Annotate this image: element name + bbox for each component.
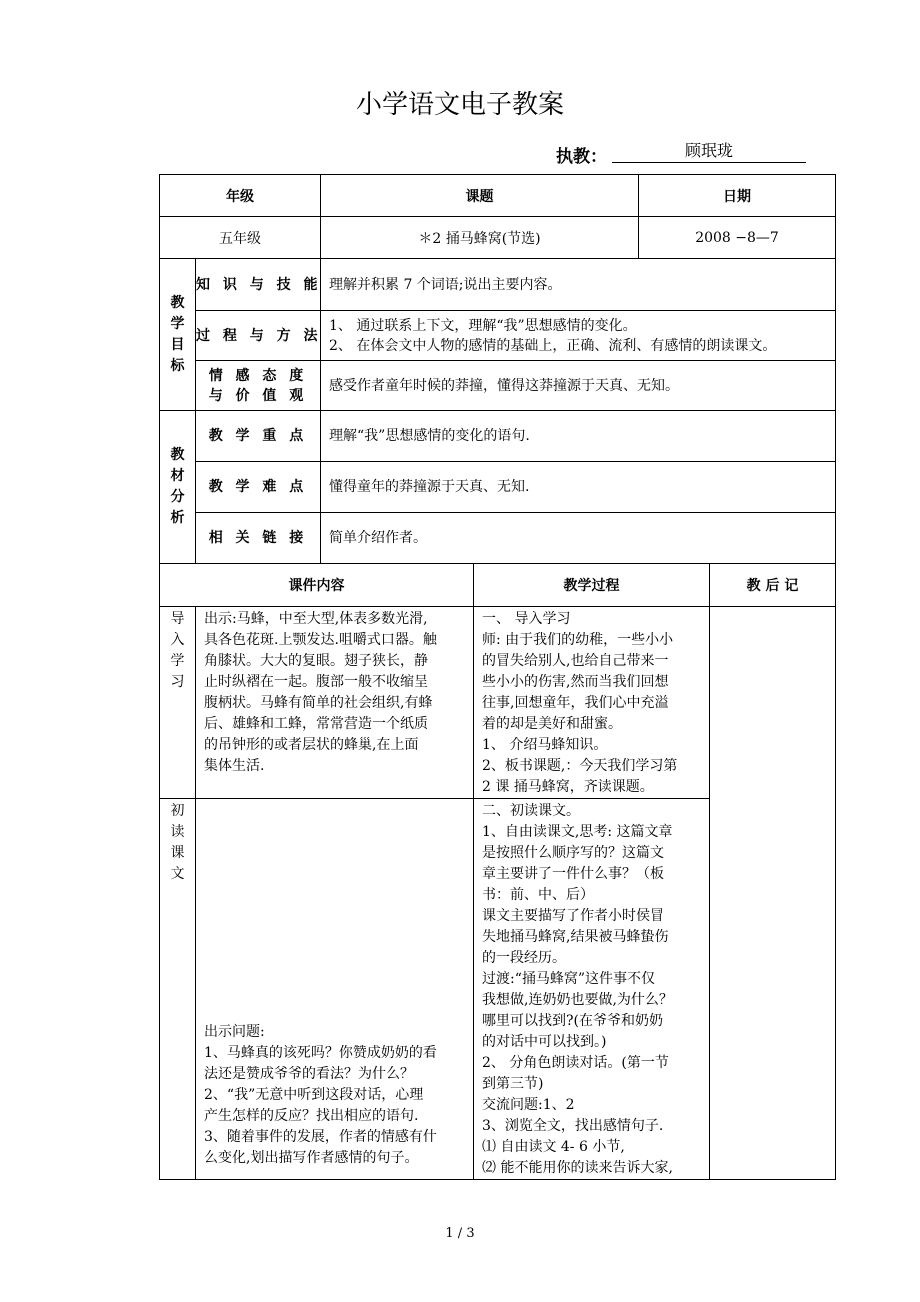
- section-label-char: 习: [170, 674, 185, 690]
- text-line: 的吊钟形的或者层状的蜂巢,在上面: [204, 737, 419, 753]
- text-line: ⑵ 能不能用你的读来告诉大家,: [482, 1160, 673, 1176]
- analysis-group-label: [160, 411, 196, 564]
- text-line: 书：前、中、后）: [482, 887, 594, 903]
- analysis-text-focus: 理解“我”思想感情的变化的语句.: [321, 411, 836, 462]
- text-line: 的冒失给别人,也给自己带来一: [482, 653, 669, 669]
- section-label-char: 文: [170, 866, 185, 882]
- section-label-char: 读: [170, 824, 185, 840]
- text-line: 法还是赞成爷爷的看法？为什么？: [204, 1066, 414, 1082]
- header-date: 日期: [639, 175, 836, 217]
- analysis-label-difficulty: 教 学 难 点: [196, 462, 321, 513]
- text-line: 2 课 捅马蜂窝，齐读课题。: [482, 779, 654, 795]
- text-line: 止时纵褶在一起。腹部一般不收缩呈: [204, 674, 428, 690]
- section-content: [196, 799, 474, 1180]
- text-line: 过渡:“捅马蜂窝”这件事不仅: [482, 971, 656, 987]
- text-line: 2、板书课题,：今天我们学习第: [482, 758, 678, 774]
- goal-label-text: 情 感 态 度: [208, 367, 308, 384]
- goal-label-text: 过 程 与 方 法: [196, 327, 322, 344]
- text-line: 产生怎样的反应？找出相应的语句.: [204, 1108, 419, 1124]
- page-title: 小学语文电子教案: [355, 90, 564, 120]
- text-line: 出示问题:: [204, 1024, 265, 1040]
- section-content: [196, 607, 474, 799]
- goal-label-emotion: [196, 361, 321, 411]
- section-label-char: 课: [170, 845, 185, 861]
- header-table: [159, 174, 836, 259]
- text-line: 课文主要描写了作者小时侯冒: [482, 908, 664, 924]
- section-label-char: 导: [170, 611, 185, 627]
- goals-table: [159, 258, 836, 564]
- text-line: 些小小的伤害,然而当我们回想: [482, 674, 669, 690]
- grade-value: 五年级: [160, 217, 321, 259]
- text-line: 后、雄蜂和工蜂，常常营造一个纸质: [204, 716, 428, 732]
- teacher-name: 顾珉珑: [612, 142, 806, 163]
- analysis-group-char: 材: [170, 468, 185, 484]
- text-line: 出示:马蜂，中至大型,体表多数光滑,: [204, 611, 428, 627]
- analysis-group-char: 教: [170, 447, 185, 463]
- text-line: 3、随着事件的发展，作者的情感有什: [204, 1129, 437, 1145]
- goal-text-process: [321, 311, 836, 361]
- text-line: 的一段经历。: [482, 950, 566, 966]
- text-line: 二、初读课文。: [482, 803, 580, 819]
- text-line: 么变化,划出描写作者感情的句子。: [204, 1150, 419, 1166]
- analysis-group-char: 分: [170, 489, 185, 505]
- goal-text-knowledge: [321, 259, 836, 311]
- goals-group-char: 学: [170, 315, 185, 332]
- header-grade: 年级: [160, 175, 321, 217]
- text-line: 我想做,连奶奶也要做,为什么？: [482, 992, 673, 1008]
- text-line: 哪里可以找到?(在爷爷和奶奶: [482, 1013, 663, 1029]
- text-line: 2、“我”无意中听到这段对话，心理: [204, 1087, 424, 1103]
- process-table: [159, 563, 836, 1180]
- text-line: 是按照什么顺序写的？这篇文: [482, 845, 664, 861]
- goal-label-text: 知 识 与 技 能: [196, 276, 322, 293]
- goals-group-char: 教: [170, 294, 185, 311]
- text-line: 到第三节): [482, 1076, 544, 1092]
- goal-label-text: 与 价 值 观: [208, 387, 308, 404]
- text-line: 2、 分角色朗读对话。(第一节: [482, 1055, 669, 1071]
- header-topic: 课题: [321, 175, 639, 217]
- topic-value: ＊2 捅马蜂窝(节选): [321, 217, 639, 259]
- analysis-label-links: 相 关 链 接: [196, 513, 321, 564]
- text-line: 一、 导入学习: [482, 611, 571, 627]
- goals-group-char: 标: [170, 357, 185, 374]
- goal-line: 理解并积累 7 个词语;说出主要内容。: [329, 276, 562, 293]
- section-label-char: 学: [170, 653, 185, 669]
- section-label-char: 初: [170, 803, 185, 819]
- text-line: 1、马蜂真的该死吗？你赞成奶奶的看: [204, 1045, 437, 1061]
- header-process: 教学过程: [474, 564, 710, 607]
- section-label-intro: [160, 607, 196, 799]
- section-row: [160, 607, 836, 799]
- analysis-group-char: 析: [170, 510, 185, 526]
- analysis-text-difficulty: 懂得童年的莽撞源于天真、无知.: [321, 462, 836, 513]
- notes-cell: [710, 607, 836, 1180]
- goal-label-process: [196, 311, 321, 361]
- date-value: 2008 −8—7: [639, 217, 836, 259]
- section-label-char: 入: [170, 632, 185, 648]
- text-line: 师: 由于我们的幼稚，一些小小: [482, 632, 674, 648]
- goal-text-emotion: [321, 361, 836, 411]
- text-line: 交流问题:1、2: [482, 1097, 575, 1113]
- text-line: 着的却是美好和甜蜜。: [482, 716, 622, 732]
- section-process: [474, 607, 710, 799]
- text-line: 的对话中可以找到。): [482, 1034, 607, 1050]
- goals-group-label: [160, 259, 196, 411]
- text-line: 腹柄状。马蜂有简单的社会组织,有蜂: [204, 695, 433, 711]
- text-line: 具各色花斑.上颚发达.咀嚼式口器。触: [204, 632, 437, 648]
- text-line: 失地捅马蜂窝,结果被马蜂蛰伤: [482, 929, 669, 945]
- analysis-text-links: 简单介绍作者。: [321, 513, 836, 564]
- goal-line: 2、 在体会文中人物的感情的基础上，正确、流利、有感情的朗读课文。: [329, 337, 777, 354]
- goals-group-char: 目: [170, 336, 185, 353]
- analysis-label-focus: 教 学 重 点: [196, 411, 321, 462]
- section-process: [474, 799, 710, 1180]
- page-number: 1 / 3: [445, 1226, 475, 1241]
- text-line: 3、浏览全文，找出感情句子.: [482, 1118, 664, 1134]
- teacher-label: 执教：: [556, 147, 607, 167]
- goal-label-knowledge: [196, 259, 321, 311]
- text-line: 章主要讲了一件什么事？（板: [482, 866, 664, 882]
- header-content: 课件内容: [160, 564, 474, 607]
- text-line: ⑴ 自由读文 4- 6 小节,: [482, 1139, 625, 1155]
- text-line: 1、自由读课文,思考: 这篇文章: [482, 824, 673, 840]
- text-line: 1、 介绍马蜂知识。: [482, 737, 608, 753]
- section-label-firstread: [160, 799, 196, 1180]
- text-line: 集体生活.: [204, 758, 265, 774]
- goal-line: 感受作者童年时候的莽撞，懂得这莽撞源于天真、无知。: [329, 377, 679, 394]
- text-line: 角膝状。大大的复眼。翅子狭长，静: [204, 653, 428, 669]
- text-line: 往事,回想童年，我们心中充溢: [482, 695, 669, 711]
- goal-line: 1、 通过联系上下文，理解“我”思想感情的变化。: [329, 317, 637, 334]
- header-notes: 教 后 记: [710, 564, 836, 607]
